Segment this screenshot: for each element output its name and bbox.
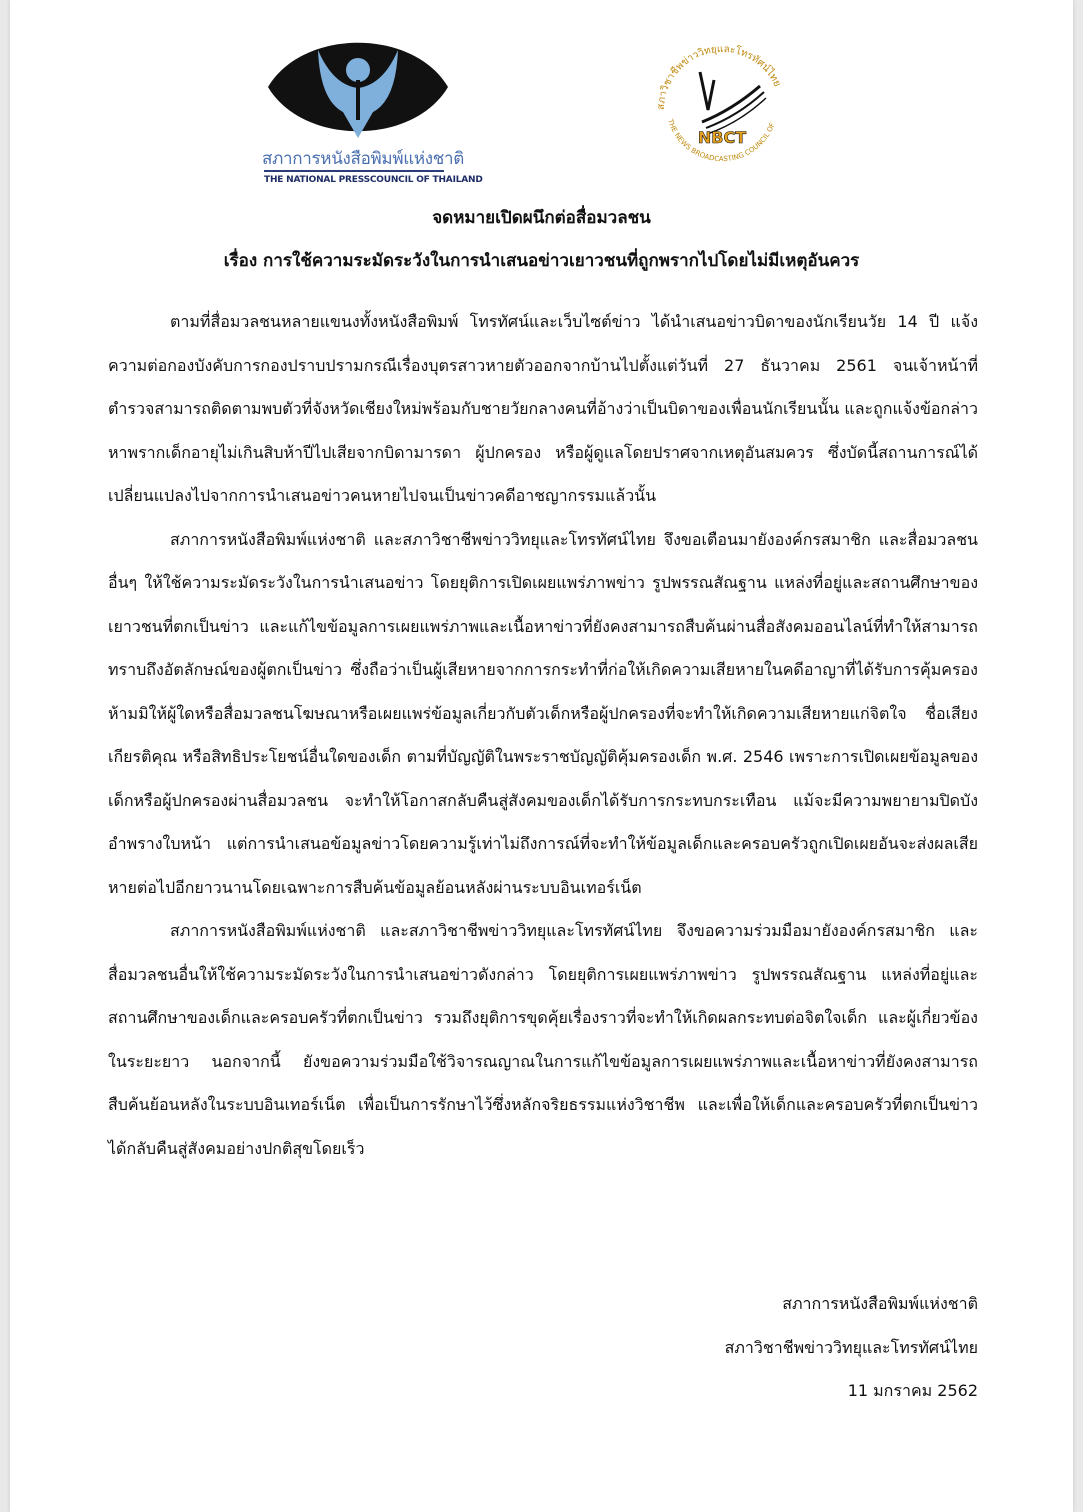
signature-block (725, 1282, 978, 1413)
document-page (10, 0, 1073, 1512)
paragraph: สภาการหนังสือพิมพ์แห่งชาติ และสภาวิชาชีพข่าววิทยุและโทรทัศน์ไทย จึงขอความร่วมมือมายังองค์กรสมาชิก และสื่อมวลชนอื่นให้ใช้ความระมัดระวังในการนำเสนอข่าวดังกล่าว โดยยุติการเผยแพร่ภาพข่าว รูปพรรณสัณฐาน แหล่งที่อยู่และสถานศึกษาของเด็กและครอบครัวที่ตกเป็นข่าว รวมถึงยุติการขุดคุ้ยเรื่องราวที่จะทำให้เกิดผลกระทบต่อจิตใจเด็ก และผู้เกี่ยวข้องในระยะยาว นอกจากนี้ ยังขอความร่วมมือใช้วิจารณญาณในการแก้ไขข้อมูลการเผยแพร่ภาพและเนื้อหาข่าวที่ยังคงสามารถสืบค้นย้อนหลังในระบบอินเทอร์เน็ต เพื่อเป็นการรักษาไว้ซึ่งหลักจริยธรรมแห่งวิชาชีพ และเพื่อให้เด็กและครอบครัวที่ตกเป็นข่าวได้กลับคืนสู่สังคมอย่างปกติสุขโดยเร็ว (108, 921, 978, 1158)
nbct-seal-icon (642, 40, 802, 180)
divider (264, 170, 444, 172)
npct-logo (248, 30, 483, 195)
letter-subject: เรื่อง การใช้ความระมัดระวังในการนำเสนอข่าวเยาวชนที่ถูกพรากไปโดยไม่มีเหตุอันควร (223, 251, 860, 271)
signature-org-broadcasting-council: สภาวิชาชีพข่าววิทยุและโทรทัศน์ไทย (724, 1337, 978, 1357)
paragraph: สภาการหนังสือพิมพ์แห่งชาติ และสภาวิชาชีพข่าววิทยุและโทรทัศน์ไทย จึงขอเตือนมายังองค์กรสมาชิก และสื่อมวลชนอื่นๆ ให้ใช้ความระมัดระวังในการนำเสนอข่าว โดยยุติการเปิดเผยแพร่ภาพข่าว รูปพรรณสัณฐาน แหล่งที่อยู่และสถานศึกษาของเยาวชนที่ตกเป็นข่าว และแก้ไขข้อมูลการเผยแพร่ภาพและเนื้อหาข่าวที่ยังคงสามารถสืบค้นผ่านสื่อสังคมออนไลน์ที่ทำให้สามารถทราบถึงอัตลักษณ์ของผู้ตกเป็นข่าว ซึ่งถือว่าเป็นผู้เสียหายจากการกระทำที่ก่อให้เกิดความเสียหายในคดีอาญาที่ได้รับการคุ้มครองห้ามมิให้ผู้ใดหรือสื่อมวลชนโฆษณาหรือเผยแพร่ข้อมูลเกี่ยวกับตัวเด็กหรือผู้ปกครองที่จะทำให้เกิดความเสียหายแก่จิตใจ ชื่อเสียง เกียรติคุณ หรือสิทธิประโยชน์อื่นใดของเด็ก ตามที่บัญญัติในพระราชบัญญัติคุ้มครองเด็ก พ.ศ. 2546 เพราะการเปิดเผยข้อมูลของเด็กหรือผู้ปกครองผ่านสื่อมวลชน จะทำให้โอกาสกลับคืนสู่สังคมของเด็กได้รับการกระทบกระเทือน แม้จะมีความพยายามปิดบังอำพรางใบหน้า แต่การนำเสนอข้อมูลข่าวโดยความรู้เท่าไม่ถึงการณ์ที่จะทำให้ข้อมูลเด็กและครอบครัวถูกเปิดเผยอันจะส่งผลเสียหายต่อไปอีกยาวนานโดยเฉพาะการสืบค้นข้อมูลย้อนหลังผ่านระบบอินเทอร์เน็ต (108, 529, 978, 897)
paragraph: ตามที่สื่อมวลชนหลายแขนงทั้งหนังสือพิมพ์ โทรทัศน์และเว็บไซต์ข่าว ได้นำเสนอข่าวบิดาของนักเรียนวัย 14 ปี แจ้งความต่อกองบังคับการกองปราบปรามกรณีเรื่องบุตรสาวหายตัวออกจากบ้านไปตั้งแต่วันที่ 27 ธันวาคม 2561 จนเจ้าหน้าที่ตำรวจสามารถติดตามพบตัวที่จังหวัดเชียงใหม่พร้อมกับชายวัยกลางคนที่อ้างว่าเป็นบิดาของเพื่อนนักเรียนนั้น และถูกแจ้งข้อกล่าวหาพรากเด็กอายุไม่เกินสิบห้าปีไปเสียจากบิดามารดา ผู้ปกครอง หรือผู้ดูแลโดยปราศจากเหตุอันสมควร ซึ่งบัดนี้สถานการณ์ได้เปลี่ยนแปลงไปจากการนำเสนอข่าวคนหายไปจนเป็นข่าวคดีอาชญากรรมแล้วนั้น (108, 312, 979, 505)
nbct-logo (642, 40, 802, 180)
nbct-abbreviation: NBCT (697, 128, 747, 147)
letter-body (108, 300, 978, 1170)
eye-pen-emblem-icon (248, 30, 468, 145)
nbct-arc-text-thai: สภาวิชาชีพข่าววิทยุและโทรทัศน์ไทย (655, 43, 783, 111)
letter-title: จดหมายเปิดผนึกต่อสื่อมวลชน (432, 208, 651, 228)
letter-date: 11 มกราคม 2562 (847, 1381, 978, 1400)
npct-name-thai: สภาการหนังสือพิมพ์แห่งชาติ (262, 149, 465, 169)
npct-name-english: THE NATIONAL PRESSCOUNCIL OF THAILAND (264, 175, 483, 185)
signature-org-press-council: สภาการหนังสือพิมพ์แห่งชาติ (782, 1294, 978, 1313)
nbct-arc-text-english: THE NEWS BROADCASTING COUNCIL OF (666, 118, 777, 164)
